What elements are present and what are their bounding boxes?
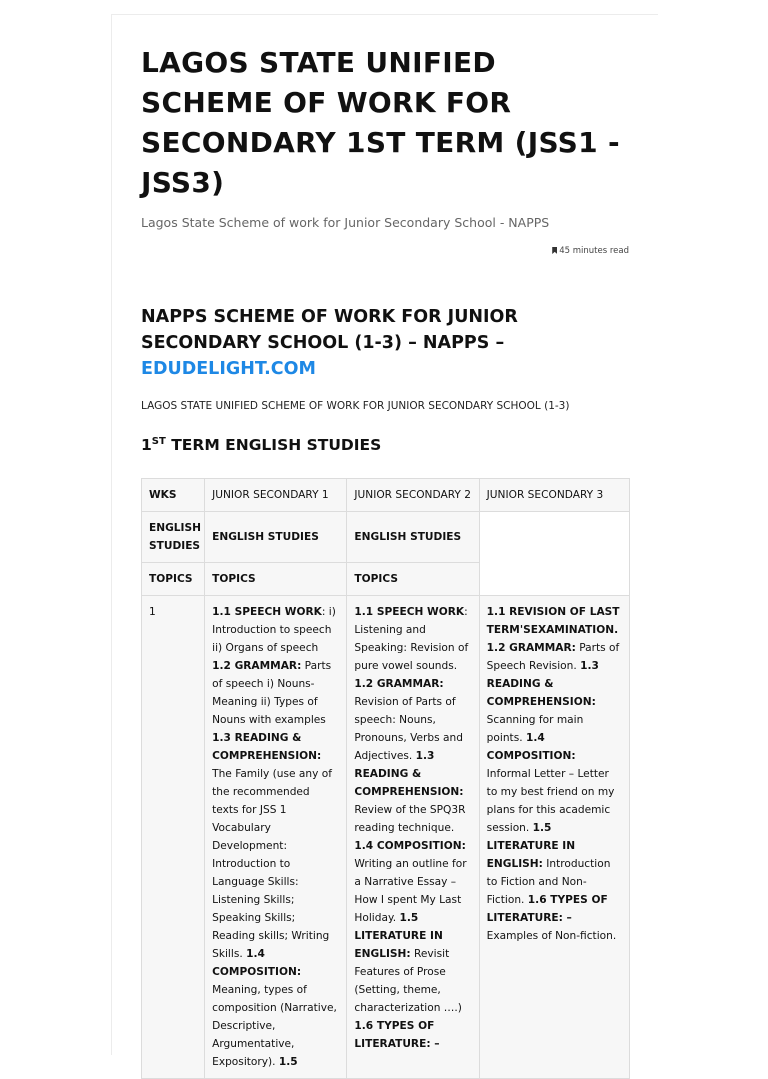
topic-segment: Informal Letter – Letter to my best friend on my plans for this academic session. — [486, 768, 615, 835]
topics-cell: TOPICS — [205, 563, 347, 596]
topic-segment: 1.5 LITERATURE IN ENGLISH: — [354, 912, 443, 961]
topic-segment: 1.1 SPEECH WORK — [354, 606, 465, 619]
topic-segment: 1.4 COMPOSITION: — [486, 732, 576, 763]
term-heading-number: 1 — [141, 436, 152, 455]
header-jss3: JUNIOR SECONDARY 3 — [479, 479, 629, 512]
topic-segment: 1.3 READING & COMPREHENSION: — [354, 750, 464, 799]
subject-cell: ENGLISH STUDIES — [347, 512, 479, 563]
topic-segment: Revision of Parts of speech: Nouns, Pronouns, Verbs and Adjectives. — [354, 696, 463, 763]
topic-segment: 1.3 READING & COMPREHENSION: — [486, 660, 599, 709]
topics-cell: TOPICS — [347, 563, 479, 596]
table-header-row — [142, 479, 630, 512]
topic-segment: Writing an outline for a Narrative Essay – How I spent My Last Holiday. — [354, 858, 467, 925]
caption: LAGOS STATE UNIFIED SCHEME OF WORK FOR JUNIOR SECONDARY SCHOOL (1-3) — [141, 400, 570, 412]
article-card — [111, 14, 658, 1069]
week-number: 1 — [142, 596, 205, 1079]
topics-cell: TOPICS — [142, 563, 205, 596]
read-time — [141, 246, 629, 256]
topic-segment: 1.1 REVISION OF LAST TERM'SEXAMINATION. 1.2 GRAMMAR: — [486, 606, 620, 655]
read-time-label: 45 minutes read — [559, 246, 629, 256]
header-jss2: JUNIOR SECONDARY 2 — [347, 479, 479, 512]
subject-row — [142, 512, 630, 563]
topic-segment: 1.2 GRAMMAR: — [212, 660, 302, 673]
article-content — [141, 15, 629, 1079]
term-heading — [141, 436, 629, 454]
section-heading — [141, 304, 629, 382]
topic-segment: 1.4 COMPOSITION: — [212, 948, 302, 979]
bookmark-icon — [552, 247, 557, 254]
topic-segment: 1.2 GRAMMAR: — [354, 678, 444, 691]
subject-cell: ENGLISH STUDIES — [205, 512, 347, 563]
jss2-topics — [347, 596, 479, 1079]
header-wks: WKS — [142, 479, 205, 512]
jss1-topics — [205, 596, 347, 1079]
topic-segment: Scanning for main points. — [486, 714, 584, 745]
topic-segment: 1.5 LITERATURE IN ENGLISH: — [486, 822, 576, 871]
term-heading-text: TERM ENGLISH STUDIES — [165, 436, 382, 455]
topic-segment: 1.3 READING & COMPREHENSION: — [212, 732, 322, 763]
topic-segment: Review of the SPQ3R reading technique. — [354, 804, 466, 835]
topic-segment: 1.1 SPEECH WORK — [212, 606, 322, 619]
topic-segment: The Family (use any of the recommended texts for JSS 1 Vocabulary Development: Introduction to Language Skills: Listening Skills; Speaking Skills; Reading skills; Writing Skills. — [212, 768, 332, 961]
term-heading-sup: ST — [151, 436, 166, 447]
subject-cell: ENGLISH STUDIES — [142, 512, 205, 563]
topic-segment: Parts of Speech Revision. — [486, 642, 620, 673]
topic-segment: Parts of speech i) Nouns- Meaning ii) Types of Nouns with examples — [212, 660, 332, 727]
edudelight-link[interactable]: EDUDELIGHT.COM — [141, 359, 316, 379]
topic-segment: 1.6 TYPES OF LITERATURE: – — [354, 1020, 440, 1051]
page-subtitle: Lagos State Scheme of work for Junior Secondary School - NAPPS — [141, 215, 550, 230]
empty-cell — [479, 512, 629, 596]
header-jss1: JUNIOR SECONDARY 1 — [205, 479, 347, 512]
scheme-table — [141, 478, 630, 1079]
topic-segment: Meaning, types of composition (Narrative, Descriptive, Argumentative, Expository). — [212, 984, 337, 1069]
section-heading-text: NAPPS SCHEME OF WORK FOR JUNIOR SECONDARY SCHOOL (1-3) – NAPPS – — [141, 307, 518, 353]
week-row — [142, 596, 630, 1079]
topic-segment: : i) Introduction to speech ii) Organs of speech — [212, 606, 336, 655]
topic-segment: 1.4 COMPOSITION: — [354, 840, 466, 853]
topic-segment: Examples of Non-fiction. — [486, 930, 617, 943]
topic-segment: Revisit Features of Prose (Setting, theme, characterization ….) — [354, 948, 462, 1015]
page-title: LAGOS STATE UNIFIED SCHEME OF WORK FOR SECONDARY 1ST TERM (JSS1 -JSS3) — [141, 46, 620, 199]
topic-segment: 1.6 TYPES OF LITERATURE: – — [486, 894, 608, 925]
jss3-topics — [479, 596, 629, 1079]
topic-segment: 1.5 — [278, 1056, 298, 1069]
topic-segment: Introduction to Fiction and Non-Fiction. — [486, 858, 611, 907]
topic-segment: : Listening and Speaking: Revision of pure vowel sounds. — [354, 606, 469, 673]
